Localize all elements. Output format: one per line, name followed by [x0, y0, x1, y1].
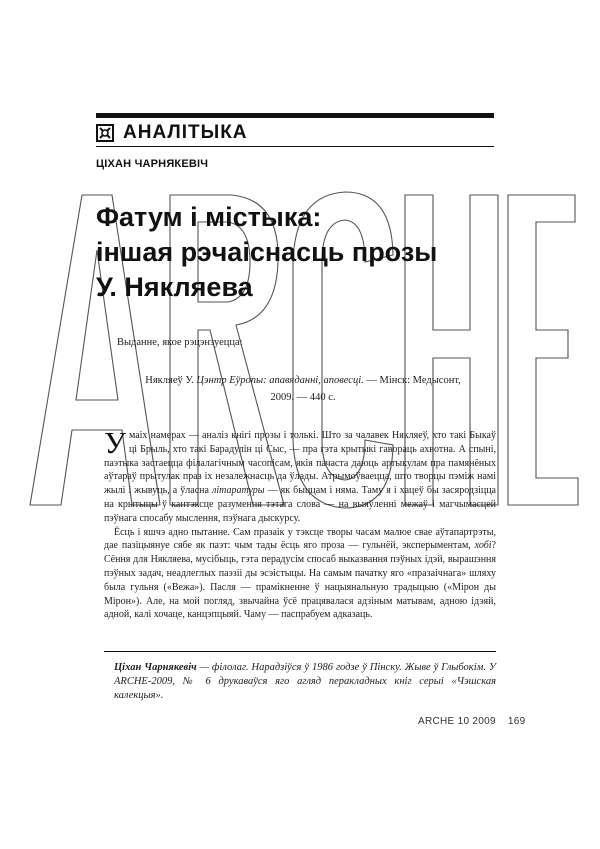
drop-cap: У: [104, 425, 126, 460]
bib-year-pages: 2009. — 440 с.: [270, 392, 336, 403]
section-rule: [96, 146, 494, 147]
article-author: ЦІХАН ЧАРНЯКЕВІЧ: [96, 158, 209, 170]
square-ornament-icon: [96, 124, 114, 142]
paragraph-1-text-a: маіх намерах — аналіз кнігі прозы і толькі. Што за чалавек Някляеў, хто такі Быкаў ці Брыль, хто такі Барадулін ці Сыс, — пра гэта крытыкі гавораць ахвотна. А спыні, паэтыка застаецца філалагічным часопісам, якія пачаста даюць артыкулам пра памянёных аўтараў прытулак праз іх незалежнасць да ўлады. Атрымоўваецца, што творцы пэміж намі жылі і жывуць, а ўласна: [104, 430, 496, 497]
reviewed-label: Выданне, якое рэцэнзуецца:: [117, 337, 243, 348]
bio-text: — філолаг. Нарадзіўся ў 1986 годзе ў Пінску. Жыве ў Глыбокім. У ARCHE-2009, № 6 друкаваўся яго агляд перакладных кніг серыі «Чэшская калекцыя».: [114, 662, 496, 702]
paragraph-1-italic: літаратуры: [212, 485, 265, 497]
bib-line-1: [118, 372, 488, 389]
article-title: [96, 200, 496, 305]
paragraph-2-italic: хобі: [474, 540, 492, 552]
paragraph-2-text-a: Ёсць і яшчэ адно пытанне. Сам празаік у тэксце творы часам малюе свае аўтапартрэты, дае пазіцыянуе сябе як паэт: чым тады ёсць яго проза — гульнёй, эксперыментам,: [104, 526, 496, 552]
section-heading: [96, 122, 248, 144]
bib-title: Цэнтр Еўропы: апавяданні, аповесці.: [196, 375, 364, 386]
bib-author: Някляеў У.: [145, 375, 194, 386]
title-line-3: У. Някляева: [96, 272, 253, 302]
article-body: [104, 425, 496, 622]
page-number: 169: [507, 716, 526, 727]
paragraph-1: [104, 425, 496, 526]
bib-publisher: — Мінск: Медысонт,: [363, 375, 461, 386]
bibliography-entry: [118, 372, 488, 406]
bio-author-name: Ціхан Чарнякевіч: [114, 662, 197, 673]
top-rule: [96, 113, 494, 118]
bio-divider: [104, 651, 496, 652]
title-line-1: Фатум і містыка:: [96, 202, 322, 232]
title-line-2: іншая рэчаіснасць прозы: [96, 237, 438, 267]
paragraph-2-text-b: ? Сёння для Някляева, мусібыць, гэта перадусім спосаб выказвання пэўных ідэй, вырашэння пэўных задач, неадлеглых паэзіі ды эсэістыцы. На самым пачатку яго «празаічнага» шляху была гульня («Вежа»). Пасля — прамікненне ў нацыянальную традыцыю («Мірон ды Мірон»). Але, на мой погляд, звычайна ўсё працявалася адзіным матывам, адною ідэяй, адной, калі хочаце, канцэпцыяй. Чаму — паспрабуем адказаць.: [104, 540, 496, 621]
paragraph-2: [104, 526, 496, 623]
journal-issue: ARCHE 10 2009: [418, 716, 496, 727]
page-footer: [418, 716, 525, 727]
paragraph-1-text-b: — як быццам і няма. Таму я і хацеў бы засяродзіцца на крытыцы ў кантэксце разумення тэтага слова — на выяўленні межаў і магчымасцей пэўнага спосабу мыслення, пэўнага дыскурсу.: [104, 485, 496, 524]
author-bio: [114, 661, 496, 704]
section-title: АНАЛІТЫКА: [123, 122, 248, 143]
